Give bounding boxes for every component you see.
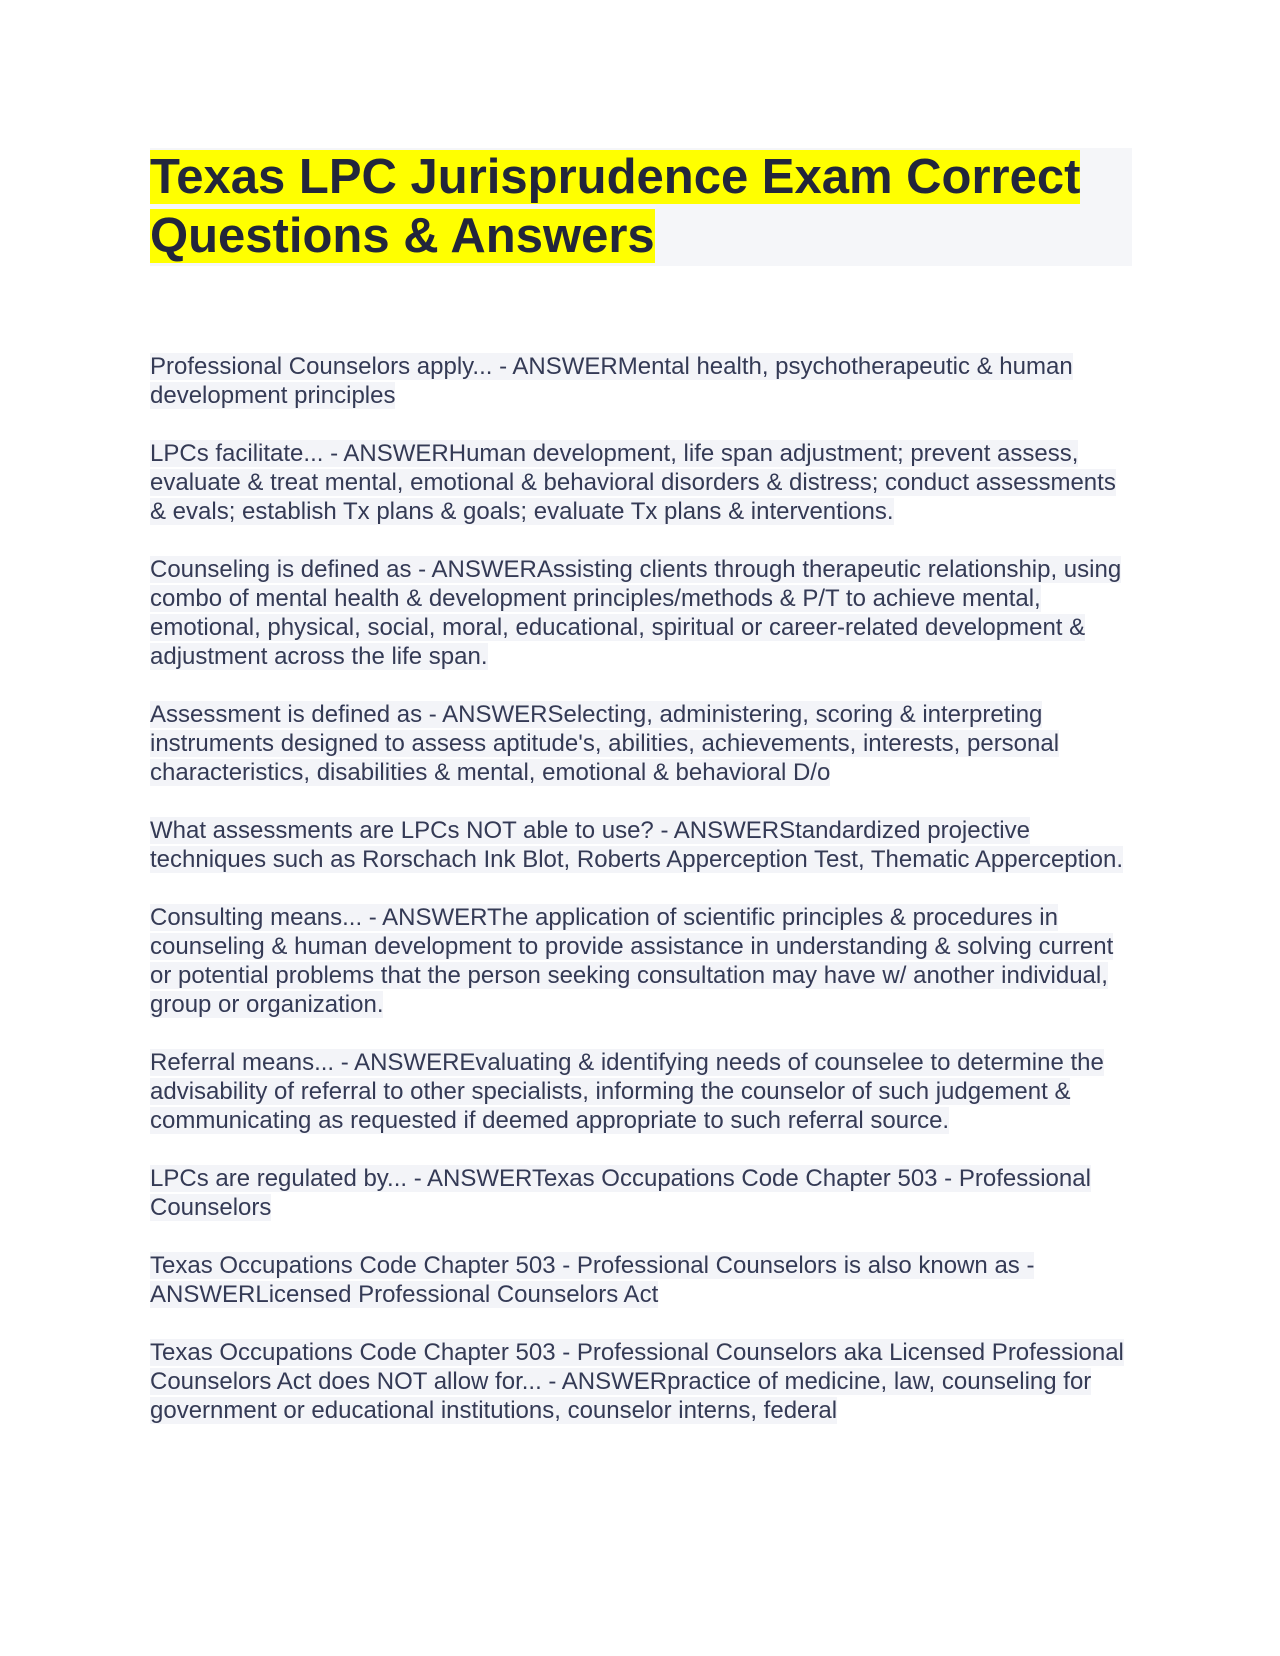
qa-entry	[150, 1251, 1132, 1309]
qa-entry	[150, 903, 1132, 1019]
qa-entry-text: Professional Counselors apply... - ANSWERMental health, psychotherapeutic & human development principles	[150, 353, 1073, 409]
qa-entry	[150, 816, 1132, 874]
qa-entry	[150, 439, 1132, 526]
qa-entry	[150, 700, 1132, 787]
qa-entry-text: Consulting means... - ANSWERThe application of scientific principles & procedures in counseling & human development to provide assistance in understanding & solving current or potential problems that the person seeking consultation may have w/ another individual, group or organization.	[150, 904, 1114, 1018]
title-block	[150, 148, 1132, 266]
qa-entry	[150, 1338, 1132, 1425]
qa-entry-text: What assessments are LPCs NOT able to use? - ANSWERStandardized projective techniques such as Rorschach Ink Blot, Roberts Apperception Test, Thematic Apperception.	[150, 817, 1123, 873]
document-title	[150, 148, 1132, 266]
qa-entry-text: LPCs are regulated by... - ANSWERTexas Occupations Code Chapter 503 - Professional Counselors	[150, 1165, 1091, 1221]
qa-entry-text: Counseling is defined as - ANSWERAssisting clients through therapeutic relationship, using combo of mental health & development principles/methods & P/T to achieve mental, emotional, physical, social, moral, educational, spiritual or career-related development & adjustment across the life span.	[150, 556, 1122, 670]
qa-entry-text: Texas Occupations Code Chapter 503 - Professional Counselors aka Licensed Professional Counselors Act does NOT allow for... - ANSWERpractice of medicine, law, counseling for government or educational institutions, counselor interns, federal	[150, 1339, 1124, 1424]
qa-entry	[150, 1164, 1132, 1222]
qa-entry-text: Assessment is defined as - ANSWERSelecting, administering, scoring & interpreting instruments designed to assess aptitude's, abilities, achievements, interests, personal characteristics, disabilities & mental, emotional & behavioral D/o	[150, 701, 1060, 786]
qa-entry-text: Texas Occupations Code Chapter 503 - Professional Counselors is also known as - ANSWERLicensed Professional Counselors Act	[150, 1252, 1035, 1308]
qa-entry	[150, 1048, 1132, 1135]
title-highlight: Texas LPC Jurisprudence Exam Correct Questions & Answers	[150, 150, 1081, 263]
qa-entry-text: LPCs facilitate... - ANSWERHuman development, life span adjustment; prevent assess, evaluate & treat mental, emotional & behavioral disorders & distress; conduct assessments & evals; establish Tx plans & goals; evaluate Tx plans & interventions.	[150, 440, 1116, 525]
qa-entry-text: Referral means... - ANSWEREvaluating & identifying needs of counselee to determine the advisability of referral to other specialists, informing the counselor of such judgement & communicating as requested if deemed appropriate to such referral source.	[150, 1049, 1104, 1134]
qa-list	[150, 352, 1132, 1454]
qa-entry	[150, 352, 1132, 410]
qa-entry	[150, 555, 1132, 671]
